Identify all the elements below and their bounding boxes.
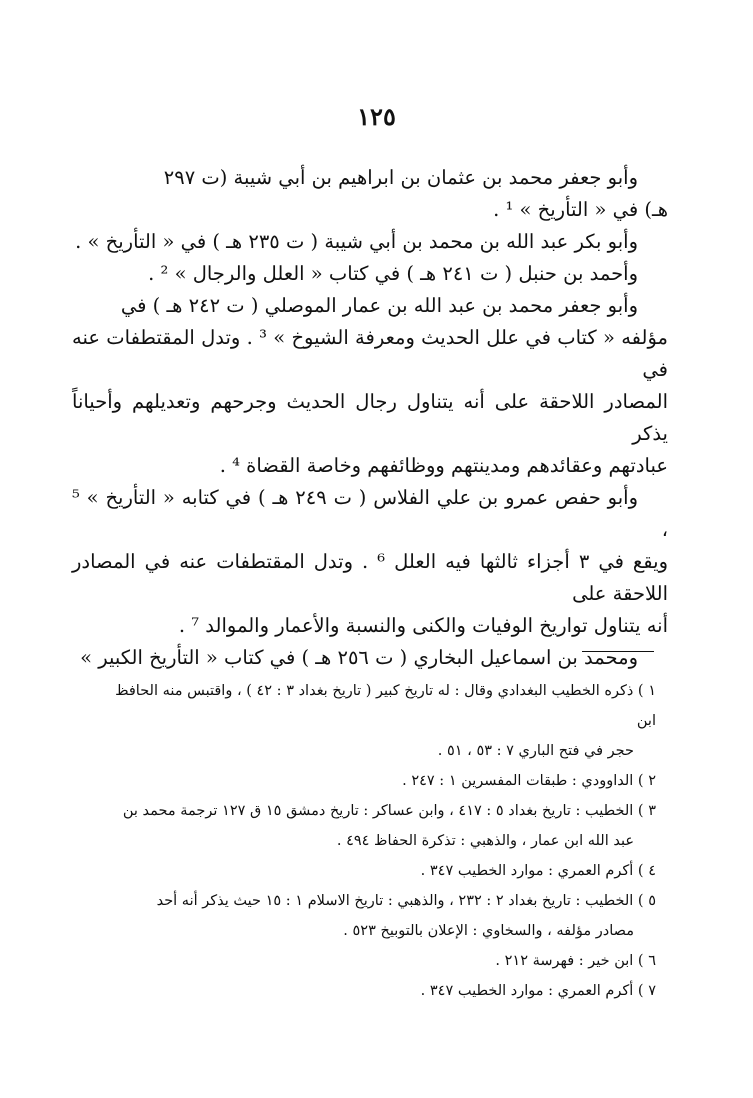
body-line: هـ) في « التأريخ » ¹ .	[493, 198, 668, 221]
body-line: عبادتهم وعقائدهم ومدينتهم ووظائفهم وخاصة القضاة ⁴ .	[219, 454, 668, 477]
footnote-line: ٥ ) الخطيب : تاريخ بغداد ٢ : ٢٣٢ ، والذهبي : تاريخ الاسلام ١ : ١٥ حيث يذكر أنه أحد	[156, 893, 656, 909]
footnote-line: ٧ ) أكرم العمري : موارد الخطيب ٣٤٧ .	[420, 983, 656, 999]
footnote-line: مصادر مؤلفه ، والسخاوي : الإعلان بالتوبيخ ٥٢٣ .	[343, 923, 634, 939]
body-line: وأحمد بن حنبل ( ت ٢٤١ هـ ) في كتاب « العلل والرجال » ² .	[148, 262, 638, 285]
footnote-divider	[582, 651, 654, 652]
main-text	[72, 162, 668, 674]
body-line: أنه يتناول تواريخ الوفيات والكنى والنسبة والأعمار والموالد ⁷ .	[178, 614, 668, 637]
body-line: المصادر اللاحقة على أنه يتناول رجال الحديث وجرحهم وتعديلهم وأحياناً يذكر	[72, 390, 668, 445]
footnote-line: ٤ ) أكرم العمري : موارد الخطيب ٣٤٧ .	[420, 863, 656, 879]
body-line: وأبو حفص عمرو بن علي الفلاس ( ت ٢٤٩ هـ ) في كتابه « التأريخ » ⁵ ،	[72, 486, 668, 541]
page-number: ١٢٥	[357, 102, 396, 131]
body-line: مؤلفه « كتاب في علل الحديث ومعرفة الشيوخ » ³ . وتدل المقتطفات عنه في	[72, 326, 668, 381]
footnote-line: ٢ ) الداوودي : طبقات المفسرين ١ : ٢٤٧ .	[402, 773, 656, 789]
body-line: وأبو جعفر محمد بن عثمان بن ابراهيم بن أبي شيبة (ت ٢٩٧	[163, 166, 638, 189]
footnote-line: ٣ ) الخطيب : تاريخ بغداد ٥ : ٤١٧ ، وابن عساكر : تاريخ دمشق ١٥ ق ١٢٧ ترجمة محمد بن	[122, 803, 656, 819]
body-line: وأبو بكر عبد الله بن محمد بن أبي شيبة ( ت ٢٣٥ هـ ) في « التأريخ » .	[75, 230, 638, 253]
footnote-line: حجر في فتح الباري ٧ : ٥٣ ، ٥١ .	[437, 743, 634, 759]
body-line: وأبو جعفر محمد بن عبد الله بن عمار الموصلي ( ت ٢٤٢ هـ ) في	[120, 294, 638, 317]
footnotes	[108, 676, 656, 1006]
footnote-line: ١ ) ذكره الخطيب البغدادي وقال : له تاريخ كبير ( تاريخ بغداد ٣ : ٤٢ ) ، واقتبس منه الحافظ ابن	[115, 683, 656, 729]
footnote-line: ٦ ) ابن خير : فهرسة ٢١٢ .	[495, 953, 656, 969]
footnote-line: عبد الله ابن عمار ، والذهبي : تذكرة الحفاظ ٤٩٤ .	[336, 833, 634, 849]
body-line: ويقع في ٣ أجزاء ثالثها فيه العلل ⁶ . وتدل المقتطفات عنه في المصادر اللاحقة على	[72, 550, 669, 605]
body-line: ومحمد بن اسماعيل البخاري ( ت ٢٥٦ هـ ) في كتاب « التأريخ الكبير »	[80, 646, 638, 669]
